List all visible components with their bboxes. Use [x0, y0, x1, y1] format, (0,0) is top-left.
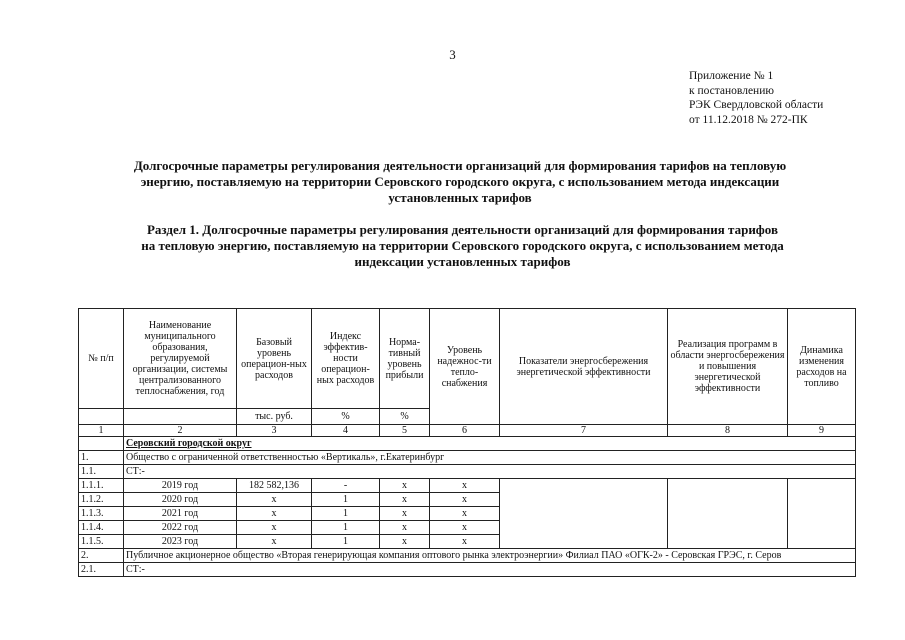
row-number: 2. [79, 549, 124, 563]
header-energy-indicators: Показатели энергосбережения энергетической эффективности [500, 309, 668, 425]
energy-indicators-cell [500, 479, 668, 549]
reliability-cell: x [430, 535, 500, 549]
appendix-note [689, 69, 823, 127]
reliability-cell: x [430, 493, 500, 507]
section-line: Раздел 1. Долгосрочные параметры регулирования деятельности организаций для формирования тарифов [146, 222, 778, 237]
header-fuel-dynamics: Динамика изменения расходов на топливо [788, 309, 856, 425]
reliability-cell: x [430, 521, 500, 535]
system-row [79, 465, 856, 479]
base-cost-cell: x [237, 535, 312, 549]
row-number: 2.1. [79, 563, 124, 577]
system-row [79, 563, 856, 577]
base-cost-cell: x [237, 493, 312, 507]
column-numbers-row [79, 425, 856, 437]
col-number: 7 [500, 425, 668, 437]
header-energy-programs: Реализация программ в области энергосбережения и повышения энергетической эффективности [668, 309, 788, 425]
appendix-line: от 11.12.2018 № 272-ПК [689, 113, 808, 126]
base-cost-cell: x [237, 507, 312, 521]
reliability-cell: x [430, 507, 500, 521]
table-row [79, 479, 856, 493]
norm-cell: x [380, 507, 430, 521]
reliability-cell: x [430, 479, 500, 493]
row-number: 1.1.3. [79, 507, 124, 521]
title-line: энергию, поставляемую на территории Серовского городского округа, с использованием метода индексации [140, 174, 780, 189]
base-cost-cell: x [237, 521, 312, 535]
year-cell: 2019 год [124, 479, 237, 493]
row-number: 1. [79, 451, 124, 465]
district-name: Серовский городской округ [124, 437, 856, 451]
header-unit-empty [79, 409, 124, 425]
parameters-table [78, 308, 856, 577]
col-number: 3 [237, 425, 312, 437]
section-line: индексации установленных тарифов [354, 254, 571, 269]
org-row [79, 549, 856, 563]
document-title [70, 158, 850, 206]
appendix-line: РЭК Свердловской области [689, 99, 824, 111]
col-number: 1 [79, 425, 124, 437]
row-number: 1.1.2. [79, 493, 124, 507]
system-name: СТ:- [124, 563, 856, 577]
appendix-line: Приложение № 1 [689, 70, 774, 82]
year-cell: 2022 год [124, 521, 237, 535]
year-cell: 2021 год [124, 507, 237, 521]
index-cell: - [312, 479, 380, 493]
index-cell: 1 [312, 493, 380, 507]
norm-cell: x [380, 535, 430, 549]
col-number: 6 [430, 425, 500, 437]
header-unit-base: тыс. руб. [237, 409, 312, 425]
base-cost-cell: 182 582,136 [237, 479, 312, 493]
header-reliability: Уровень надежнос-ти тепло-снабжения [430, 309, 500, 425]
system-name: СТ:- [124, 465, 856, 479]
energy-programs-cell [668, 479, 788, 549]
title-line: Долгосрочные параметры регулирования деятельности организаций для формирования тарифов на тепловую [133, 158, 787, 173]
index-cell: 1 [312, 535, 380, 549]
index-cell: 1 [312, 507, 380, 521]
org-row [79, 451, 856, 465]
header-name: Наименование муниципального образования, регулируемой организации, системы централизованного теплоснабжения, год [124, 309, 237, 409]
section-title [75, 222, 850, 270]
header-unit-index: % [312, 409, 380, 425]
index-cell: 1 [312, 521, 380, 535]
header-efficiency-index: Индекс эффектив-ности операцион-ных расходов [312, 309, 380, 409]
row-number: 1.1.1. [79, 479, 124, 493]
fuel-dynamics-cell [788, 479, 856, 549]
col-number: 5 [380, 425, 430, 437]
header-unit-empty [124, 409, 237, 425]
col-number: 9 [788, 425, 856, 437]
norm-cell: x [380, 479, 430, 493]
page-number: 3 [449, 47, 456, 62]
section-line: на тепловую энергию, поставляемую на территории Серовского городского округа, с использованием метода [141, 238, 784, 253]
year-cell: 2023 год [124, 535, 237, 549]
org-name: Общество с ограниченной ответственностью «Вертикаль», г.Екатеринбург [124, 451, 856, 465]
col-number: 4 [312, 425, 380, 437]
header-num: № п/п [79, 309, 124, 409]
header-base-costs: Базовый уровень операцион-ных расходов [237, 309, 312, 409]
title-line: установленных тарифов [388, 190, 532, 205]
row-number: 1.1. [79, 465, 124, 479]
row-number: 1.1.4. [79, 521, 124, 535]
col-number: 8 [668, 425, 788, 437]
row-number: 1.1.5. [79, 535, 124, 549]
col-number: 2 [124, 425, 237, 437]
norm-cell: x [380, 521, 430, 535]
district-row [79, 437, 856, 451]
header-unit-profit: % [380, 409, 430, 425]
appendix-line: к постановлению [689, 84, 774, 97]
year-cell: 2020 год [124, 493, 237, 507]
norm-cell: x [380, 493, 430, 507]
header-profit-level: Норма-тивный уровень прибыли [380, 309, 430, 409]
org-name: Публичное акционерное общество «Вторая генерирующая компания оптового рынка электроэнергии» Филиал ПАО «ОГК-2» - Серовская ГРЭС, г. Серов [124, 549, 856, 563]
empty-cell [79, 437, 124, 451]
